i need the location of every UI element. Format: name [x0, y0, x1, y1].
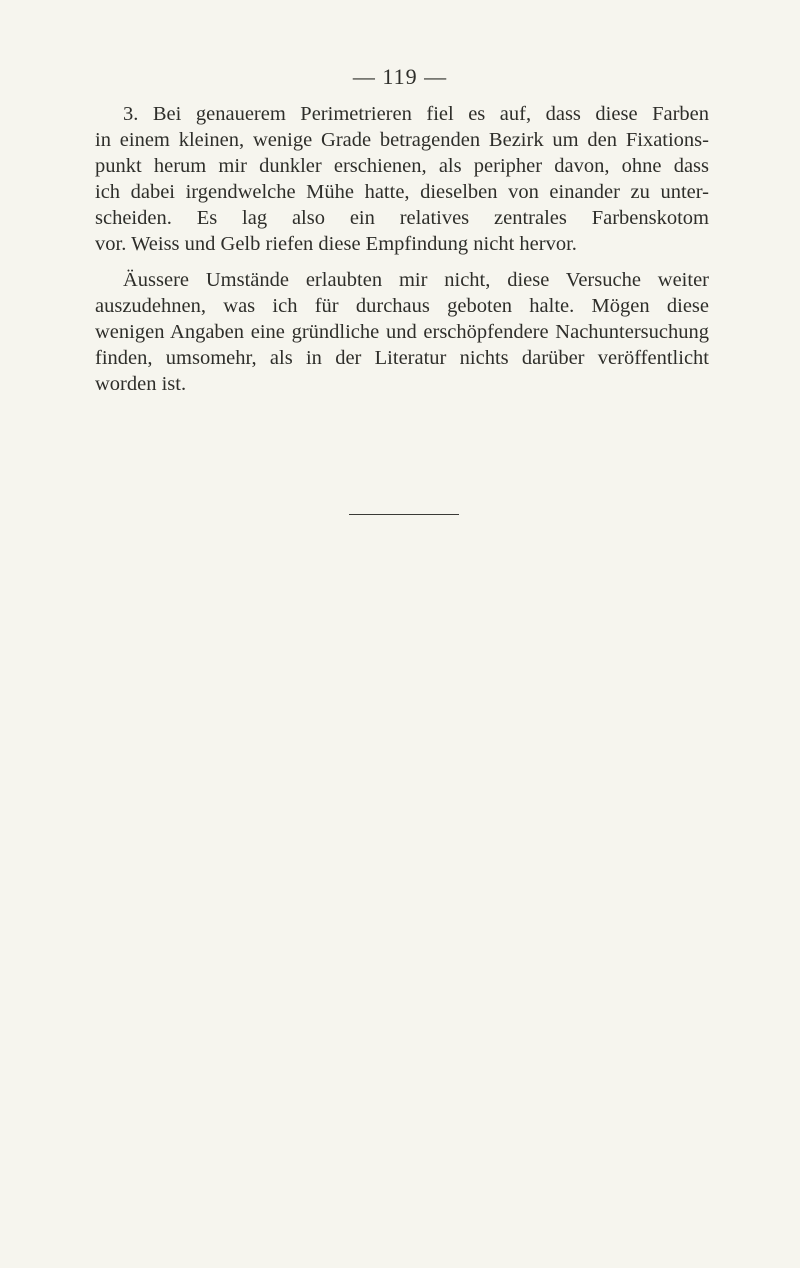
- text-line: auszudehnen, was ich für durchaus geboten halte. Mögen diese: [95, 295, 709, 317]
- text-line: finden, umsomehr, als in der Literatur nichts darüber veröffentlicht: [95, 347, 709, 369]
- end-rule: [349, 514, 459, 515]
- text-line: scheiden. Es lag also ein relatives zentrales Farbenskotom: [95, 207, 709, 229]
- text-line: in einem kleinen, wenige Grade betragenden Bezirk um den Fixations-: [95, 129, 709, 151]
- text-line: ich dabei irgendwelche Mühe hatte, dieselben von einander zu unter-: [95, 181, 709, 203]
- paragraph-2: [95, 267, 709, 397]
- text-line: vor. Weiss und Gelb riefen diese Empfindung nicht hervor.: [95, 233, 577, 255]
- body-text: [95, 101, 709, 397]
- text-line: wenigen Angaben eine gründliche und erschöpfendere Nachuntersuchung: [95, 321, 709, 343]
- text-line: Äussere Umstände erlaubten mir nicht, diese Versuche weiter: [123, 269, 709, 291]
- page-number: — 119 —: [352, 64, 448, 89]
- text-line: worden ist.: [95, 373, 187, 395]
- text-line: punkt herum mir dunkler erschienen, als peripher davon, ohne dass: [95, 155, 709, 177]
- text-line: 3. Bei genauerem Perimetrieren fiel es auf, dass diese Farben: [123, 103, 709, 125]
- paragraph-1: [95, 101, 709, 257]
